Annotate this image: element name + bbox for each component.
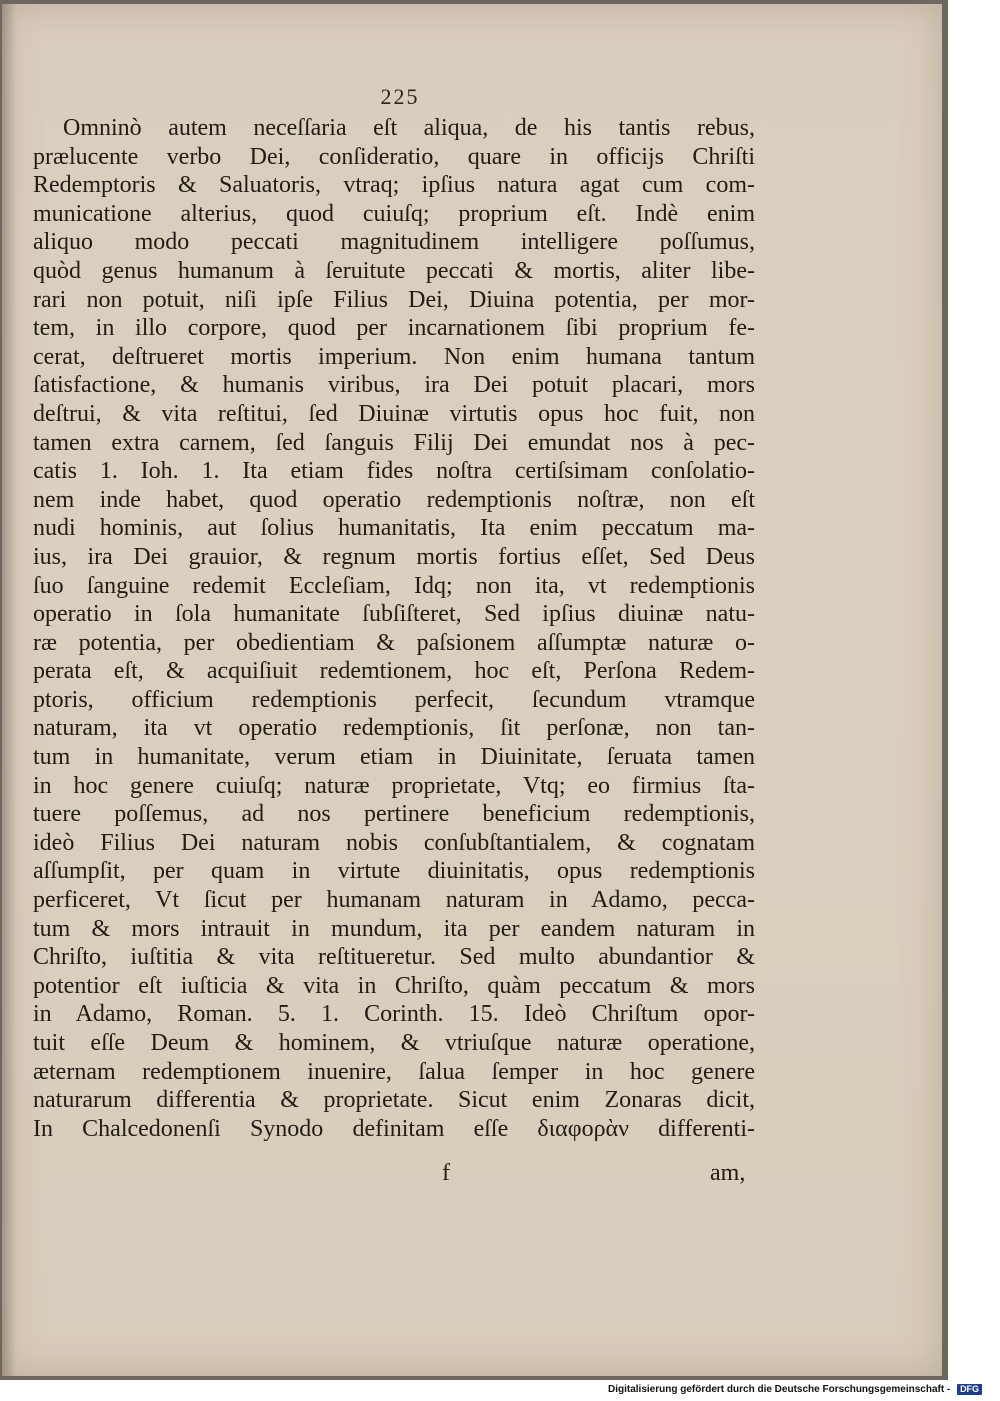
text-line: quòd genus humanum à ſeruitute peccati & mortis, aliter libe- <box>33 257 755 284</box>
text-line: naturam, ita vt operatio redemptionis, ſit perſonæ, non tan- <box>33 715 755 742</box>
text-line: tum & mors intrauit in mundum, ita per eandem naturam in <box>33 915 755 942</box>
text-line: in hoc genere cuiuſq; naturæ proprietate, Vtq; eo firmius ſta- <box>33 772 755 799</box>
funding-credit-text: Digitalisierung gefördert durch die Deutsche Forschungsgemeinschaft - <box>608 1384 951 1396</box>
text-line: Omninò autem neceſſaria eſt aliqua, de his tantis rebus, <box>63 115 755 141</box>
text-line: tuit eſſe Deum & hominem, & vtriuſque naturæ operatione, <box>33 1030 755 1056</box>
text-line: ideò Filius Dei naturam nobis conſubſtantialem, & cognatam <box>33 829 755 856</box>
funding-credit <box>608 1384 982 1395</box>
text-line: perficeret, Vt ſicut per humanam naturam in Adamo, pecca- <box>33 887 755 914</box>
text-line: aſſumpſit, per quam in virtute diuinitatis, opus redemptionis <box>33 858 755 885</box>
text-line: rari non potuit, niſi ipſe Filius Dei, Diuina potentia, per mor- <box>33 286 755 313</box>
text-line: nudi hominis, aut ſolius humanitatis, Ita enim peccatum ma- <box>33 515 755 542</box>
text-line: Redemptoris & Saluatoris, vtraq; ipſius natura agat cum com- <box>33 172 755 199</box>
text-line: ius, ira Dei grauior, & regnum mortis fortius eſſet, Sed Deus <box>33 543 755 570</box>
text-line: ſuo ſanguine redemit Eccleſiam, Idq; non ita, vt redemptionis <box>33 572 755 599</box>
text-line: naturarum differentia & proprietate. Sicut enim Zonaras dicit, <box>33 1087 755 1114</box>
body-text <box>33 114 755 1143</box>
text-line: cerat, deſtrueret mortis imperium. Non enim humana tantum <box>33 343 755 370</box>
text-line: ptoris, officium redemptionis perfecit, ſecundum vtramque <box>33 686 755 713</box>
text-line: ſatisfactione, & humanis viribus, ira Dei potuit placari, mors <box>33 372 755 399</box>
text-line: potentior eſt iuſticia & vita in Chriſto, quàm peccatum & mors <box>33 972 755 999</box>
text-line: tuere poſſemus, ad nos pertinere beneficium redemptionis, <box>33 801 755 828</box>
text-line: deſtrui, & vita reſtitui, ſed Diuinæ virtutis opus hoc fuit, non <box>33 400 755 427</box>
text-line: Chriſto, iuſtitia & vita reſtitueretur. Sed multo abundantior & <box>33 944 755 971</box>
text-line: aliquo modo peccati magnitudinem intelligere poſſumus, <box>33 229 755 256</box>
text-line: tem, in illo corpore, quod per incarnationem ſibi proprium fe- <box>33 315 755 342</box>
text-line: operatio in ſola humanitate ſubſiſteret, Sed ipſius diuinæ natu- <box>33 601 755 628</box>
text-line: æternam redemptionem inuenire, ſalua ſemper in hoc genere <box>33 1058 755 1085</box>
text-line: prælucente verbo Dei, conſideratio, quare in officijs Chriſti <box>33 143 755 170</box>
page-number: 225 <box>380 84 420 109</box>
text-line: municatione alterius, quod cuiuſq; proprium eſt. Indè enim <box>33 200 755 227</box>
text-line: tamen extra carnem, ſed ſanguis Filij Dei emundat nos à pec- <box>33 429 755 456</box>
text-line: catis 1. Ioh. 1. Ita etiam fides noſtra certiſsimam conſolatio- <box>33 458 755 485</box>
dfg-logo: DFG <box>957 1384 982 1395</box>
text-line: tum in humanitate, verum etiam in Diuinitate, ſeruata tamen <box>33 744 755 771</box>
text-line: in Adamo, Roman. 5. 1. Corinth. 15. Ideò Chriſtum opor- <box>33 1001 755 1028</box>
text-line: In Chalcedonenſi Synodo definitam eſſe διαφορὰν differenti- <box>33 1115 755 1142</box>
text-line: ræ potentia, per obedientiam & paſsionem aſſumptæ naturæ o- <box>33 629 755 656</box>
text-line: perata eſt, & acquiſiuit redemtionem, hoc eſt, Perſona Redem- <box>33 658 755 685</box>
catchword: am, <box>710 1160 746 1186</box>
text-line: nem inde habet, quod operatio redemptionis noſtræ, non eſt <box>33 486 755 513</box>
signature-mark: f <box>442 1160 450 1186</box>
